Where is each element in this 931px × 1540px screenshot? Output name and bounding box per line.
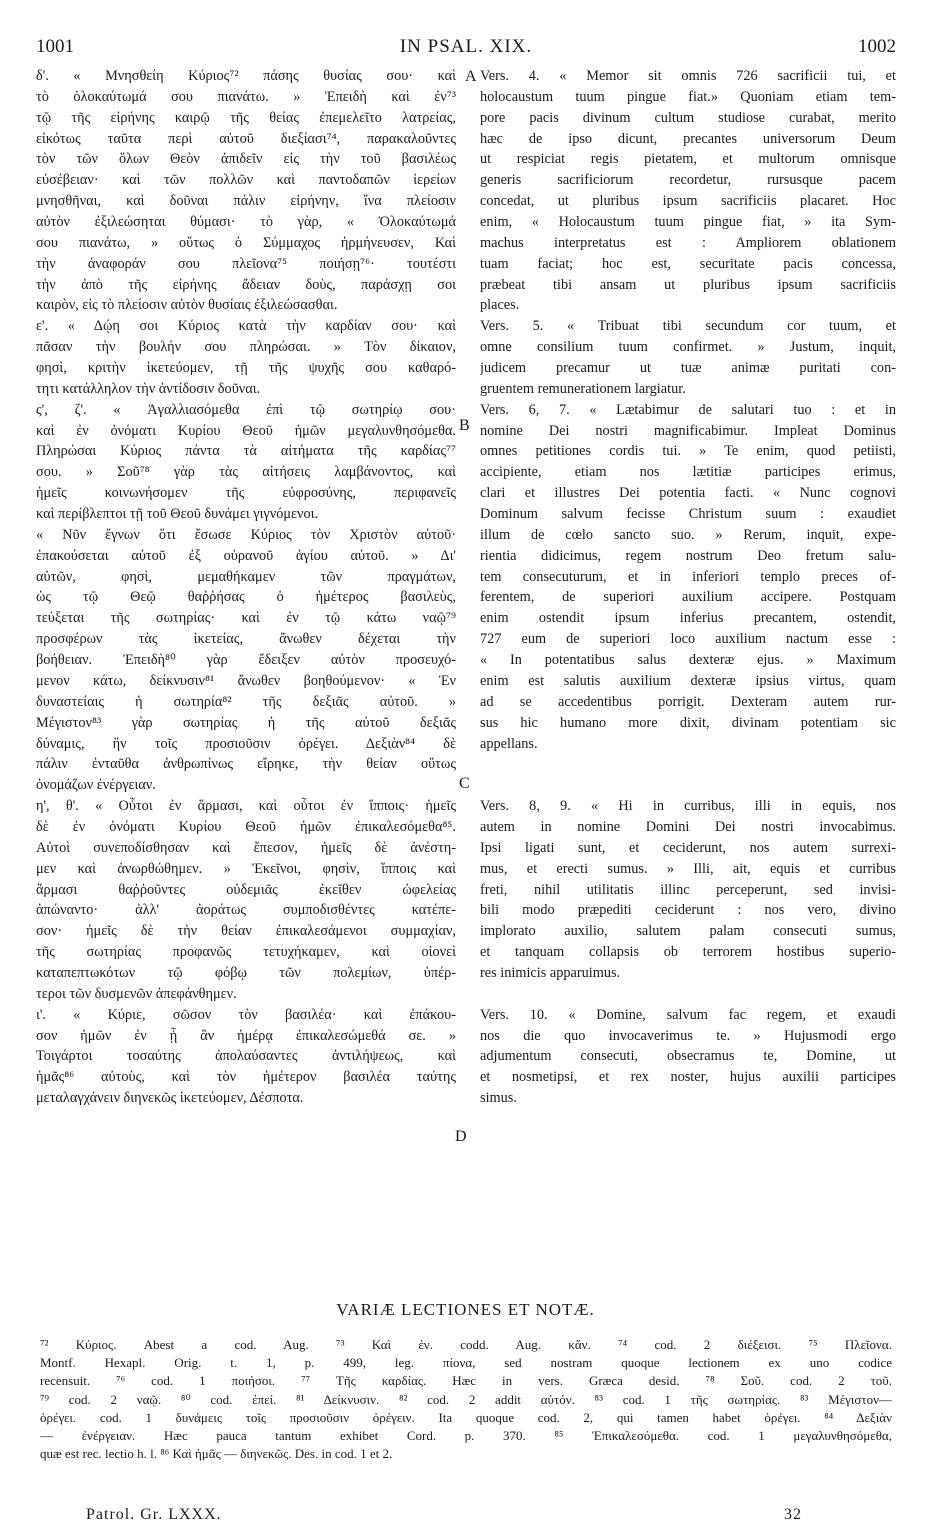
greek-text-line: προσφέρων τὰς ἱκετείας, ἄνωθεν δέχεται τὴν: [36, 631, 456, 648]
greek-text-line: καιρὸν, εἰς τὸ πλείοσιν αὐτὸν θυσίαις ἐξιλεώσασθαι.: [36, 297, 338, 314]
page-number-left: 1001: [36, 36, 74, 57]
greek-column: [36, 66, 456, 1109]
greek-text-line: αὐτῶν, φησὶ, μεμαθήκαμεν τῶν πραγμάτων,: [36, 568, 456, 585]
latin-text-line: res inimicis apparuimus.: [480, 964, 621, 981]
greek-text-line: δυναστείαις ἡ σωτηρία⁸² τῆς δεξιᾶς αὐτοῦ. »: [36, 693, 456, 710]
note-line: ⁷⁹ cod. 2 ναῷ. ⁸⁰ cod. ἐπεί. ⁸¹ Δείκνυσιν. ⁸² cod. 2 addit αὐτόν. ⁸³ cod. 1 τῆς σωτηρίας. ⁸³ Μέγιστον—: [40, 1391, 892, 1407]
running-title: IN PSAL. XIX.: [399, 36, 533, 57]
latin-text-line: pore pacis divinum cultum studiose curabat, merito: [480, 109, 896, 126]
latin-text-line: freti, nihil utilitatis illinc perceperunt, sed invisi-: [480, 881, 896, 898]
greek-text-line: δὲ ἐν ὀνόματι Κυρίου Θεοῦ ἡμῶν ἐπικαλεσόμεθα⁸⁵.: [36, 818, 456, 835]
greek-text-line: πᾶσαν τὴν βουλήν σου πληρώσαι. » Τὸν δίκαιον,: [36, 339, 456, 356]
latin-text-line: nomine Dei nostri magnificabimur. Impleat Dominus: [480, 422, 896, 439]
latin-text-line: ferentem, de superiori auxilium accipere. Postquam: [480, 589, 896, 606]
greek-text-line: ἐπακούσεται αὐτοῦ ἐξ οὐρανοῦ ἁγίου αὐτοῦ. » Δι': [36, 547, 456, 564]
margin-letter-d: D: [455, 1128, 467, 1145]
latin-text-line: Vers. 8, 9. « Hi in curribus, illi in equis, nos: [480, 798, 896, 815]
latin-text-line: [480, 754, 896, 775]
latin-text-line: [480, 775, 896, 796]
page-number-right: 1002: [858, 36, 896, 57]
latin-text-line: hæc de ipso dicunt, precantes universorum Deum: [480, 130, 896, 147]
note-line: ⁷² Κύριος. Abest a cod. Aug. ⁷³ Καὶ ἐν. codd. Aug. κἄν. ⁷⁴ cod. 2 διέξεισι. ⁷⁵ Πλεῖονα.: [40, 1337, 892, 1352]
greek-text-line: ἅρμασι θαῤῥοῦντες οὐδεμιᾶς ἐκεῖθεν ὠφελείας: [36, 881, 456, 898]
greek-text-line: σου πιανάτω, » οὕτως ὁ Σύμμαχος ἡρμήνευσεν, Καὶ: [36, 234, 456, 251]
greek-text-line: ἡμεῖς κοινωνήσομεν τῆς εὐφροσύνης, περιφανεῖς: [36, 485, 456, 502]
latin-text-line: illum de cœlo sancto suo. » Rerum, inquit, expe-: [480, 526, 896, 543]
greek-text-line: τῆς σωτηρίας προφανῶς τετυχήκαμεν, καὶ οἱονεὶ: [36, 944, 456, 961]
greek-text-line: μνησθῆναι, καὶ δοῦναι πάλιν εἰρήνην, ἵνα πλείοσιν: [36, 193, 456, 210]
latin-text-line: rientia didicimus, regem nostrum Deo fretum salu-: [480, 547, 896, 564]
latin-text-line: tuam faciat; hoc est, securitate pacis concessa,: [480, 255, 896, 272]
greek-text-line: μενον κάτω, δείκνυσιν⁸¹ ἄνωθεν βοηθούμενον· « Ἐν: [36, 672, 456, 689]
latin-text-line: bili modo præpediti ceciderunt : nos vero, divino: [480, 902, 896, 919]
latin-text-line: nos die quo invocaverimus te. » Hujusmodi ergo: [480, 1027, 896, 1044]
latin-text-line: tem consecuturum, et in inferiori templo preces of-: [480, 568, 896, 585]
greek-text-line: τὴν ἀναφοράν σου πλεῖονα⁷⁵ ποιήσῃ⁷⁶· τουτέστι: [36, 255, 456, 272]
latin-text-line: gruentem remunerationem largiatur.: [480, 380, 686, 397]
running-header: [36, 36, 896, 60]
latin-text-line: Vers. 6, 7. « Lætabimur de salutari tuo : et in: [480, 401, 896, 418]
greek-text-line: τὸν τῶν ὅλων Θεὸν ἀπιδεῖν εἰς τὴν τοῦ βασιλέως: [36, 151, 456, 168]
greek-text-line: σον· ἡμεῖς δὲ τὴν θείαν ἐπικαλεσάμενοι συμμαχίαν,: [36, 923, 456, 940]
latin-text-line: accipiente, etiam nos lætitiæ participes erimus,: [480, 464, 896, 481]
greek-text-line: τεύξεται τῆς σωτηρίας· καὶ ἐν τῷ κάτω ναῷ⁷⁹: [36, 610, 456, 627]
margin-letter-b: B: [459, 417, 470, 434]
latin-text-line: [480, 984, 896, 1005]
greek-text-line: « Νῦν ἔγνων ὅτι ἔσωσε Κύριος τὸν Χριστὸν αὐτοῦ·: [36, 526, 456, 543]
greek-text-line: Πληρώσαι Κύριος πάντα τὰ αἰτήματα τῆς καρδίας⁷⁷: [36, 443, 456, 460]
notes-title: VARIÆ LECTIONES ET NOTÆ.: [336, 1300, 595, 1319]
latin-text-line: enim ostendit ipsum inferius precantem, ostendit,: [480, 610, 896, 627]
latin-text-line: appellans.: [480, 735, 538, 752]
note-line: — ἐνέργειαν. Hæc pauca tantum exhibet Cord. p. 370. ⁸⁵ Ἐπικαλεσόμεθα. cod. 1 μεγαλυνθησόμεθα,: [40, 1427, 892, 1443]
greek-text-line: καὶ περίβλεπτοι τῇ τοῦ Θεοῦ δυνάμει γιγνόμενοι.: [36, 506, 319, 523]
latin-text-line: Ipsi ligati sunt, et ceciderunt, nos autem surrexi-: [480, 839, 896, 856]
greek-text-line: πάλιν ἐνταῦθα ἀνθρωπίνως εἴρηκε, τὴν θείαν οὕτως: [36, 756, 456, 773]
greek-text-line: ὡς τῷ Θεῷ θαῤῥήσας ὁ ἡμέτερος βασιλεὺς,: [36, 589, 456, 606]
latin-text-line: ut respiciat regis pietatem, et multorum omnisque: [480, 151, 896, 168]
greek-text-line: αὐτὸν ἐξιλεώσηται θύμασι· τὸ γὰρ, « Ὁλοκαύτωμά: [36, 214, 456, 231]
greek-text-line: σον ἡμῶν ἐν ᾗ ἂν ἡμέρᾳ ἐπικαλεσώμεθά σε. »: [36, 1027, 456, 1044]
latin-text-line: et nosmetipsi, et rex noster, hujus auxilii participes: [480, 1069, 896, 1086]
latin-text-line: omne consilium tuum confirmet. » Justum, inquit,: [480, 339, 896, 356]
latin-text-line: « In potentatibus salus dexteræ ejus. » Maximum: [480, 652, 896, 669]
greek-text-line: ε'. « Δῴη σοι Κύριος κατὰ τὴν καρδίαν σου· καὶ: [36, 318, 456, 335]
margin-letter-c: C: [459, 775, 470, 792]
note-line: recensuit. ⁷⁶ cod. 1 ποιήσοι. ⁷⁷ Τῆς καρδίας. Hæc in vers. Græca desid. ⁷⁸ Σοῦ. cod. 2 τοῦ.: [40, 1373, 892, 1389]
latin-text-line: places.: [480, 297, 520, 314]
greek-text-line: ς', ζ'. « Ἀγαλλιασόμεθα ἐπὶ τῷ σωτηρίῳ σου·: [36, 401, 456, 418]
greek-text-line: ἀπώναντο· ἀλλ' ἀοράτως συμποδισθέντες κατέπε-: [36, 902, 456, 919]
latin-text-line: 727 eum de superiori loco auxilium nactum esse :: [480, 631, 896, 648]
greek-text-line: Αὐτοὶ συνεποδίσθησαν καὶ ἔπεσον, ἡμεῖς δὲ ἀνέστη-: [36, 839, 456, 856]
latin-text-line: Dominum salvum fecisse Christum suum : exaudiet: [480, 506, 896, 523]
latin-text-line: machus interpretatus est : Ampliorem oblationem: [480, 234, 896, 251]
greek-text-line: η', θ'. « Οὗτοι ἐν ἅρμασι, καὶ οὗτοι ἐν ἵπποις· ἡμεῖς: [36, 798, 456, 815]
latin-column: [480, 66, 896, 1109]
greek-text-line: βοήθειαν. Ἐπειδὴ⁸⁰ γὰρ ἔδειξεν αὐτὸν προσευχό-: [36, 652, 456, 669]
latin-text-line: simus.: [480, 1090, 517, 1107]
page-footer: [86, 1506, 802, 1528]
greek-text-line: καταπεπτωκότων τῷ φόβῳ τῶν πολεμίων, ὑπέρ-: [36, 964, 456, 981]
margin-letter-a: A: [465, 68, 477, 85]
greek-text-line: τὴν ἀπὸ τῆς εἰρήνης ἄδειαν δοὺς, παράσχῃ σοι: [36, 276, 456, 293]
latin-text-line: Vers. 4. « Memor sit omnis 726 sacrificii tui, et: [480, 68, 896, 84]
greek-text-line: φησὶ, κριτὴν ἱκετεύομεν, τῇ τῆς ψυχῆς σου καθαρό-: [36, 360, 456, 377]
footer-series: Patrol. Gr. LXXX.: [86, 1506, 222, 1523]
latin-text-line: holocaustum tuum pingue fiat.» Quoniam etiam tem-: [480, 88, 896, 105]
notes-block: [40, 1336, 892, 1463]
latin-text-line: clari et illustres Dei potentia facti. « Nunc cognovi: [480, 485, 896, 502]
greek-text-line: ι'. « Κύριε, σῶσον τὸν βασιλέα· καὶ ἐπάκου-: [36, 1006, 456, 1023]
note-line: ὀρέγει. cod. 1 δυνάμεις τοῖς προσιοῦσιν ὀρέγειν. Ita quoque cod. 2, qui tamen habet ὀρέγει. ⁸⁴ Δεξιὰν: [40, 1409, 892, 1425]
latin-text-line: judicem precamur ut tuæ animæ puritati con-: [480, 360, 896, 377]
note-line: quæ est rec. lectio h. l. ⁸⁶ Καὶ ἡμᾶς — διηνεκῶς. Des. in cod. 1 et 2.: [40, 1446, 393, 1462]
footer-signature: 32: [784, 1506, 802, 1523]
greek-text-line: Τοιγάρτοι τοσαύτης ἀπολαύσαντες ἀντιλήψεως, καὶ: [36, 1048, 456, 1065]
greek-text-line: ἡμᾶς⁸⁶ αὐτοὺς, καὶ τὸν ἡμέτερον βασιλέα ταύτης: [36, 1069, 456, 1086]
greek-text-line: τὸ ὁλοκαύτωμά σου πιανάτω. » Ἐπειδὴ καὶ ἐν⁷³: [36, 88, 456, 105]
greek-text-line: τῷ τῆς εἰρήνης καιρῷ τῆς θείας ἐπεμελεῖτο λατρείας,: [36, 109, 456, 126]
latin-text-line: enim est salutis auxilium dexteræ ipsius virtus, quam: [480, 672, 896, 689]
latin-text-line: Vers. 5. « Tribuat tibi secundum cor tuum, et: [480, 318, 896, 335]
latin-text-line: concedat, ut pluribus ipsum sacrificiis placaret. Hoc: [480, 193, 896, 210]
greek-text-line: καὶ ἐν ὀνόματι Κυρίου Θεοῦ ἡμῶν μεγαλυνθησόμεθα.: [36, 422, 456, 439]
latin-text-line: mus, et erecti sumus. » Illi, ait, equis et curribus: [480, 860, 896, 877]
latin-text-line: et tanquam collapsis ob terrorem hostibus superio-: [480, 944, 896, 961]
greek-text-line: τητι κατάλληλον τὴν ἀντίδοσιν δοῦναι.: [36, 380, 261, 397]
latin-text-line: adjumentum consecuti, obsecramus te, Domine, ut: [480, 1048, 896, 1065]
greek-text-line: δ'. « Μνησθείη Κύριος⁷² πάσης θυσίας σου· καὶ: [36, 68, 456, 84]
latin-text-line: implorato auxilio, salutem palam consecuti sumus,: [480, 923, 896, 940]
latin-text-line: præbeat tibi ansam ut pluribus ipsum sacrificiis: [480, 276, 896, 293]
latin-text-line: generis sacrificiorum recordetur, rursusque pacem: [480, 172, 896, 189]
latin-text-line: enim, « Holocaustum tuum pingue fiat, » ita Sym-: [480, 214, 896, 231]
greek-text-line: Μέγιστον⁸³ γὰρ σωτηρίας ἡ τῆς αὐτοῦ δεξιᾶς: [36, 714, 456, 731]
latin-text-line: autem in nomine Domini Dei nostri invocabimus.: [480, 818, 896, 835]
latin-text-line: omnes petitiones cordis tui. » Te enim, quod petiisti,: [480, 443, 896, 460]
greek-text-line: μεν καὶ ἀνωρθώθημεν. » Ἐκεῖνοι, φησὶν, ἵπποις καὶ: [36, 860, 456, 877]
note-line: Montf. Hexapl. Orig. t. 1, p. 499, leg. πίονα, sed nostram quoque lectionem ex uno codice: [40, 1355, 892, 1371]
greek-text-line: σου. » Σοῦ⁷⁸ γὰρ τὰς αἰτήσεις λαμβάνοντος, καὶ: [36, 464, 456, 481]
greek-text-line: δύναμις, ἣν τοῖς προσιοῦσιν ὀρέγει. Δεξιὰν⁸⁴ δὲ: [36, 735, 456, 752]
latin-text-line: Vers. 10. « Domine, salvum fac regem, et exaudi: [480, 1006, 896, 1023]
greek-text-line: εἰκότως ταῦτα περὶ αὐτοῦ διεξίασι⁷⁴, παρακαλοῦντες: [36, 130, 456, 147]
greek-text-line: ὀνομάζων ἐνέργειαν.: [36, 777, 156, 794]
greek-text-line: μεταλαγχάνειν διηνεκῶς ἱκετεύομεν, Δέσποτα.: [36, 1090, 304, 1107]
latin-text-line: ad se accedentibus porrigit. Dexteram autem rur-: [480, 693, 896, 710]
latin-text-line: sus hic humano more dixit, divinam potentiam sic: [480, 714, 896, 731]
greek-text-line: τεροι τῶν δυσμενῶν ἀπεφάνθημεν.: [36, 985, 237, 1002]
greek-text-line: εὐσέβειαν· καὶ τῶν πολλῶν καὶ παντοδαπῶν ἱερείων: [36, 172, 456, 189]
